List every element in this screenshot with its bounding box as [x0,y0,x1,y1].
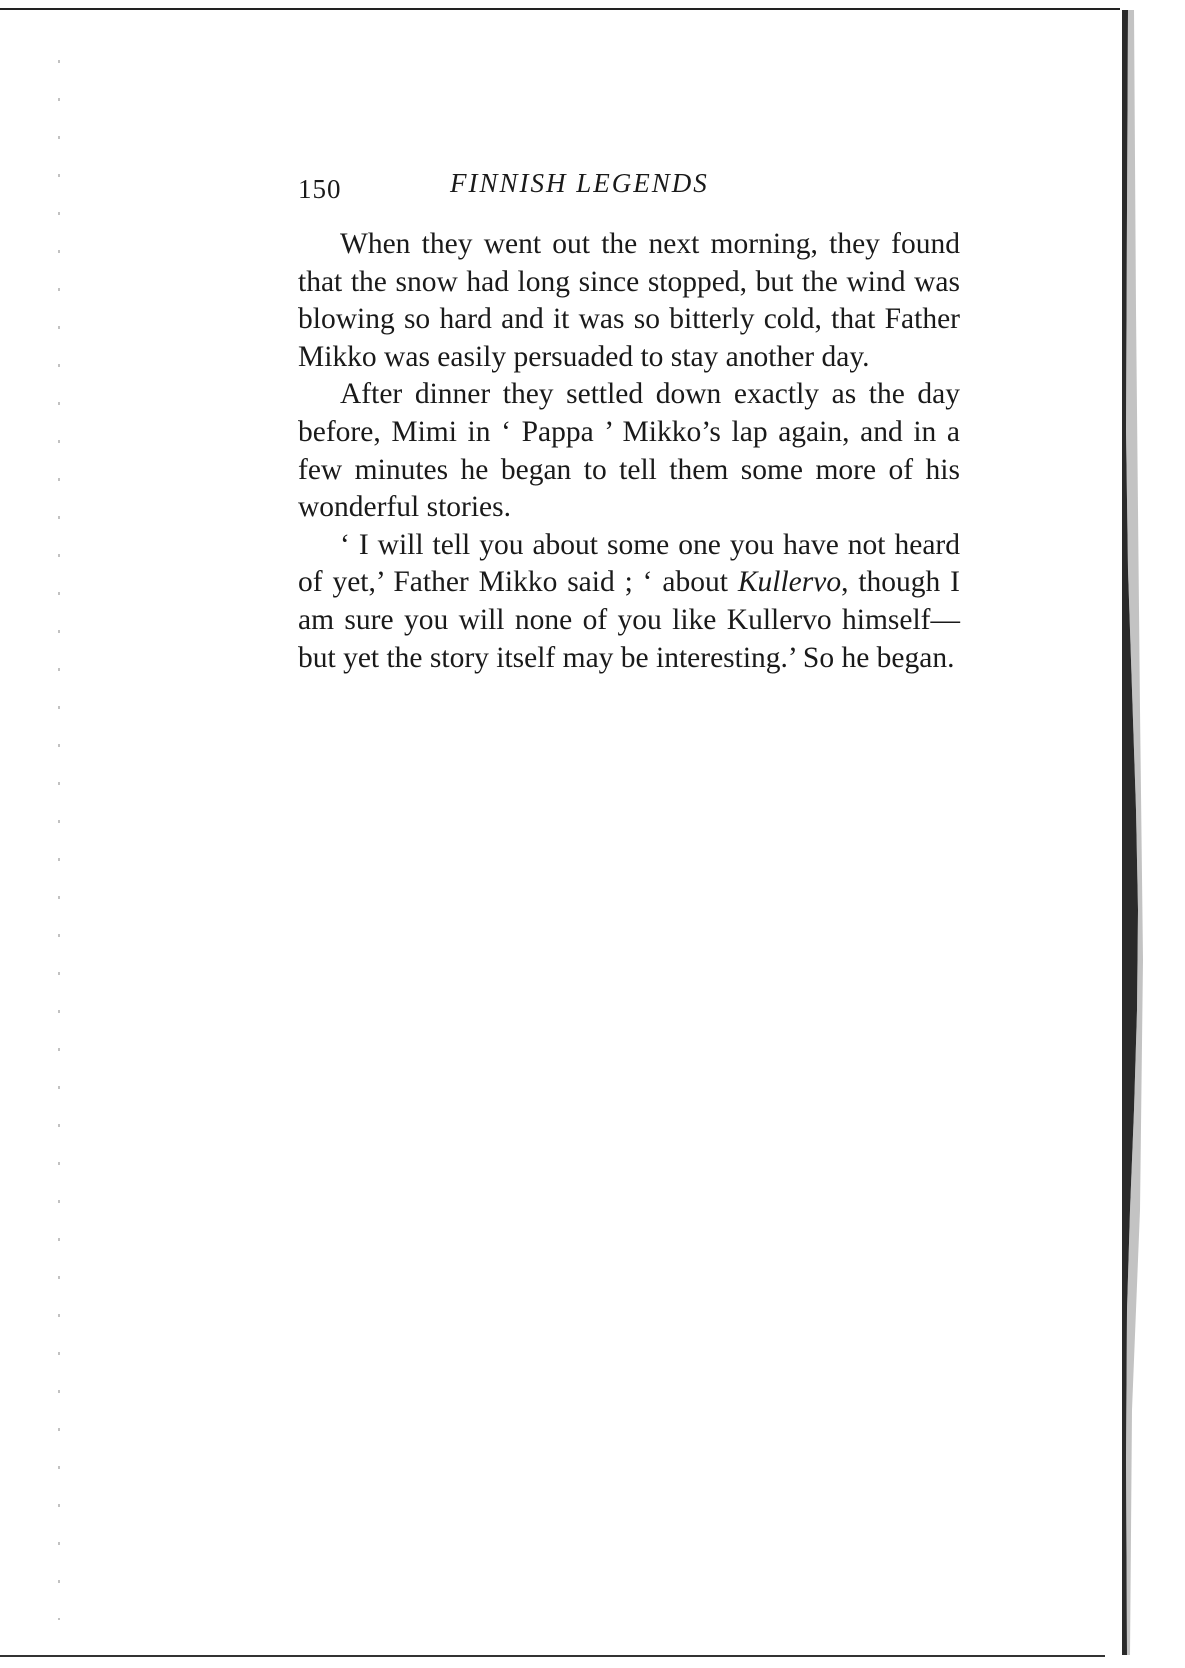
scan-border-top [0,8,1120,10]
running-title: FINNISH LEGENDS [450,168,709,198]
quote-text-end: , though I am sure you will none of you like Kullervo himself—but yet the story itself may be interesting.’ So he began. [298,566,960,674]
paragraph-3 [298,527,960,677]
italic-name-kullervo: Kullervo [737,566,842,599]
scan-border-bottom [0,1655,1105,1657]
quote-text-start: ‘ I will tell you about some one you have not heard of yet,’ Father Mikko said ; ‘ about [298,528,960,599]
running-head [298,168,958,204]
paragraph-1: When they went out the next morning, they found that the snow had long since stopped, but the wind was blowing so hard and it was so bitterly cold, that Father Mikko was easily persuaded to stay another day. [298,228,960,373]
paragraph-2: After dinner they settled down exactly as the day before, Mimi in ‘ Pappa ’ Mikko’s lap again, and in a few minutes he began to tell them some more of his wonderful stories. [298,378,960,524]
body-text [298,226,960,677]
left-edge-marks [58,60,60,1620]
page-edge-shadow [1118,10,1144,1655]
page-number: 150 [298,174,342,204]
